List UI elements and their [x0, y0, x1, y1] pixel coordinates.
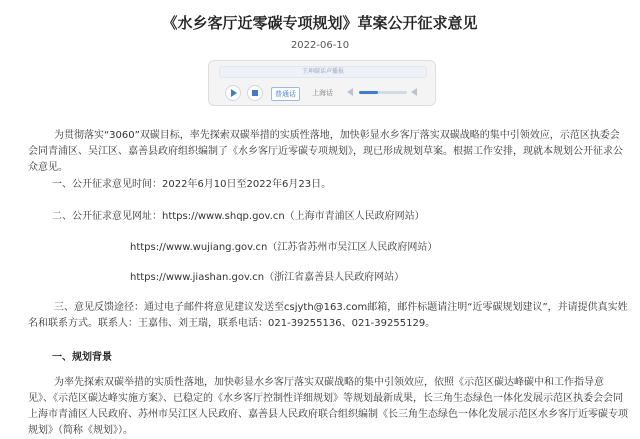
audio-player	[208, 60, 436, 106]
site-wujiang: https://www.wujiang.gov.cn（江苏省苏州市吴江区人民政府网站）	[130, 242, 438, 253]
volume-fill	[359, 91, 378, 94]
site-jiashan: https://www.jiashan.gov.cn（浙江省嘉善县人民政府网站）	[130, 272, 405, 283]
lang-shanghai-button[interactable]: 上海话	[312, 89, 333, 97]
volume-max-icon	[411, 88, 417, 96]
volume-icon	[347, 88, 353, 96]
comment-period: 一、公开征求意见时间：2022年6月10日至2022年6月23日。	[52, 179, 332, 190]
publish-date: 2022-06-10	[290, 40, 350, 51]
intro-paragraph: 为贯彻落实“3060”双碳目标，率先探索双碳举措的实质性落地，加快彰显水乡客厅落实双碳战略的集中引领效应，示范区执委会会同青浦区、吴江区、嘉善县政府组织编制了《水乡客厅近零碳专项规划》，现已形成规划草案。根据工作安排，现就本规划公开征求公众意见。	[28, 130, 623, 173]
page-title: 《水乡客厅近零碳专项规划》草案公开征求意见	[162, 14, 478, 32]
site-shqp: 二、公开征求意见网址：https://www.shqp.gov.cn（上海市青浦区人民政府网站）	[52, 211, 425, 222]
lang-mandarin-button[interactable]: 普通话	[271, 87, 300, 101]
stop-icon[interactable]	[247, 85, 263, 101]
player-banner: 王坤碳话声播报	[219, 66, 427, 78]
section-heading: 一、规划背景	[52, 352, 112, 363]
feedback-paragraph: 三、意见反馈途径：通过电子邮件将意见建议发送至csjyth@163.com邮箱，邮件标题请注明“近零碳规划建议”，并请提供真实姓名和联系方式。联系人：王嘉伟、刘王瑞，联系电话：021-39255136、021-39255129。	[28, 302, 628, 329]
volume-slider[interactable]	[359, 91, 407, 94]
play-icon[interactable]	[225, 85, 241, 101]
background-paragraph: 为率先探索双碳举措的实质性落地，加快彰显水乡客厅落实双碳战略的集中引领效应，依照《示范区碳达峰碳中和工作指导意见》、《示范区碳达峰实施方案》、已稳定的《水乡客厅控制性详细规划》等规划最新成果，长三角生态绿色一体化发展示范区执委会会同上海市青浦区人民政府、苏州市吴江区人民政府、嘉善县人民政府联合组织编制《长三角生态绿色一体化发展示范区水乡客厅近零碳专项规划》（简称《规划》）。	[28, 377, 628, 436]
